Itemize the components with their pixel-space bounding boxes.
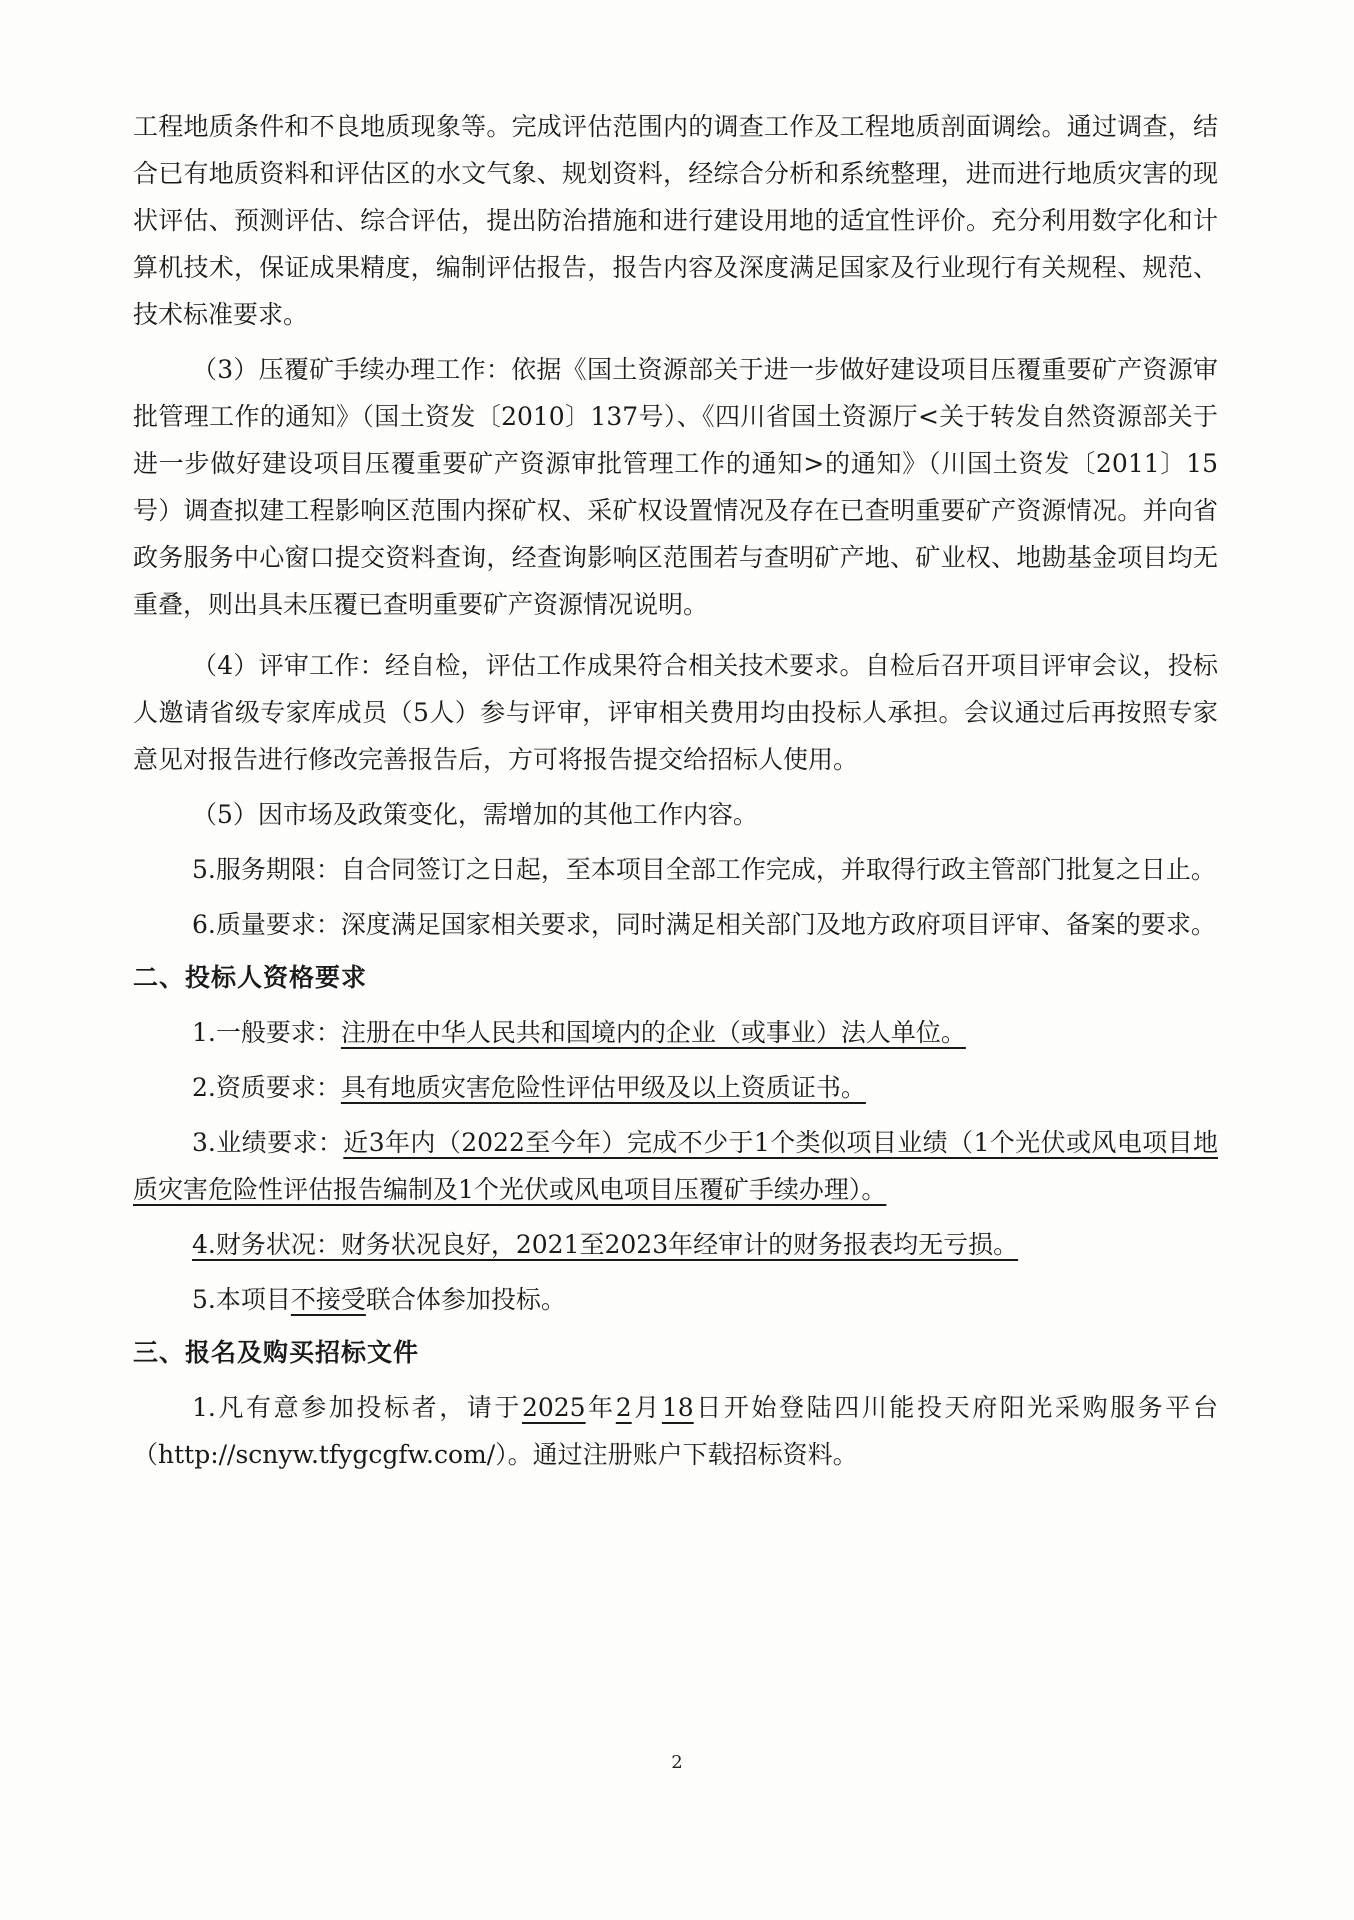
document-body	[133, 103, 1218, 1478]
registration-day: 18	[661, 1393, 694, 1422]
qualification-certification	[133, 1064, 1218, 1111]
paragraph-mining-overlay: （3）压覆矿手续办理工作：依据《国土资源部关于进一步做好建设项目压覆重要矿产资源审批管理工作的通知》（国土资发〔2010〕137号）、《四川省国土资源厅<关于转发自然资源部关于进一步做好建设项目压覆重要矿产资源审批管理工作的通知>的通知》（川国土资发〔2011〕15号）调查拟建工程影响区范围内探矿权、采矿权设置情况及存在已查明重要矿产资源情况。并向省政务服务中心窗口提交资料查询，经查询影响区范围若与查明矿产地、矿业权、地勘基金项目均无重叠，则出具未压覆已查明重要矿产资源情况说明。	[133, 355, 1218, 619]
registration-instructions	[133, 1384, 1218, 1478]
registration-suffix: 日开始登陆四川能投天府阳光采购服务平台（http://scnyw.tfygcgfw.com/）。通过注册账户下载招标资料。	[133, 1393, 1218, 1469]
qualification-certification-label: 2.资质要求：	[192, 1073, 341, 1102]
page-number: 2	[671, 1752, 683, 1773]
consortium-not-accepted: 不接受	[290, 1285, 366, 1314]
registration-month-unit: 月	[631, 1393, 662, 1422]
qualification-general-value: 注册在中华人民共和国境内的企业（或事业）法人单位。	[340, 1018, 966, 1047]
consortium-prefix: 5.本项目	[192, 1285, 291, 1314]
qualification-performance	[133, 1119, 1218, 1213]
paragraph-service-period: 5.服务期限：自合同签订之日起，至本项目全部工作完成，并取得行政主管部门批复之日止。	[192, 855, 1216, 884]
qualification-certification-value: 具有地质灾害危险性评估甲级及以上资质证书。	[340, 1073, 866, 1102]
registration-year-unit: 年	[585, 1393, 616, 1422]
qualification-performance-value: 近3年内（2022至今年）完成不少于1个类似项目业绩（1个光伏或风电项目地质灾害危险性评估报告编制及1个光伏或风电项目压覆矿手续办理）。	[133, 1128, 1219, 1204]
qualification-consortium	[133, 1276, 1218, 1323]
consortium-suffix: 联合体参加投标。	[365, 1285, 566, 1314]
paragraph-review-work: （4）评审工作：经自检，评估工作成果符合相关技术要求。自检后召开项目评审会议，投标人邀请省级专家库成员（5人）参与评审，评审相关费用均由投标人承担。会议通过后再按照专家意见对报告进行修改完善报告后，方可将报告提交给招标人使用。	[133, 651, 1218, 774]
qualification-financial	[133, 1221, 1218, 1268]
registration-year: 2025	[521, 1393, 586, 1422]
paragraph-geology-survey: 工程地质条件和不良地质现象等。完成评估范围内的调查工作及工程地质剖面调绘。通过调查，结合已有地质资料和评估区的水文气象、规划资料，经综合分析和系统整理，进而进行地质灾害的现状评估、预测评估、综合评估，提出防治措施和进行建设用地的适宜性评价。充分利用数字化和计算机技术，保证成果精度，编制评估报告，报告内容及深度满足国家及行业现行有关规程、规范、技术标准要求。	[133, 112, 1218, 329]
qualification-general	[133, 1009, 1218, 1056]
registration-prefix: 1.凡有意参加投标者，请于	[192, 1393, 522, 1422]
registration-month: 2	[615, 1393, 632, 1422]
paragraph-other-work: （5）因市场及政策变化，需增加的其他工作内容。	[192, 800, 758, 829]
qualification-performance-label: 3.业绩要求：	[192, 1128, 344, 1157]
qualification-general-label: 1.一般要求：	[192, 1018, 341, 1047]
section-heading-bidder-qualification: 二、投标人资格要求	[133, 963, 368, 992]
section-heading-registration: 三、报名及购买招标文件	[133, 1338, 420, 1367]
qualification-financial-value: 4.财务状况：财务状况良好，2021至2023年经审计的财务报表均无亏损。	[192, 1230, 1019, 1259]
paragraph-quality-requirement: 6.质量要求：深度满足国家相关要求，同时满足相关部门及地方政府项目评审、备案的要求。	[192, 910, 1216, 939]
